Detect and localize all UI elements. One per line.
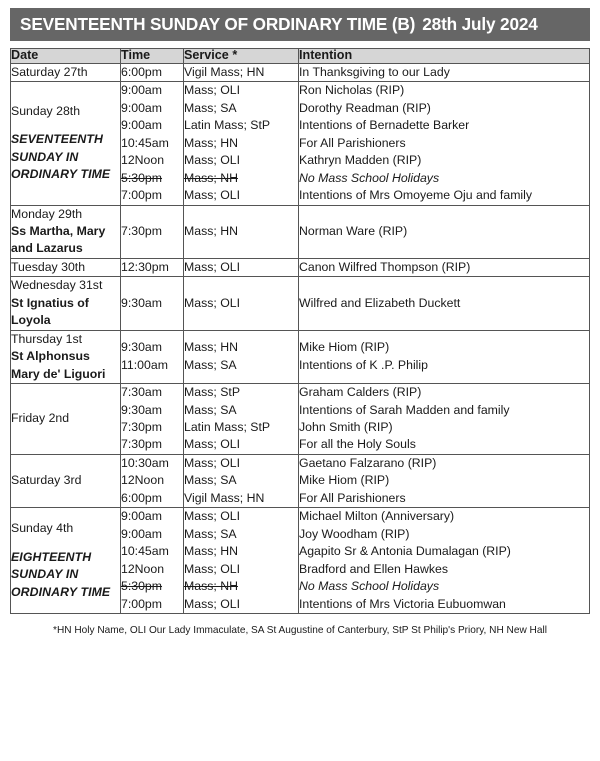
cell-time bbox=[121, 277, 184, 330]
intention-line: Wilfred and Elizabeth Duckett bbox=[299, 295, 461, 310]
date-season: SEVENTEENTH SUNDAY IN ORDINARY TIME bbox=[11, 132, 111, 182]
service-line: Mass; OLI bbox=[184, 437, 241, 452]
service-line: Mass; HN bbox=[184, 544, 238, 559]
service-line: Mass; SA bbox=[184, 357, 237, 372]
time-line: 7:30pm bbox=[121, 419, 163, 434]
time-line: 9:00am bbox=[121, 526, 163, 541]
table-row bbox=[11, 454, 590, 507]
table-row bbox=[11, 63, 590, 81]
intention-line: Intentions of Mrs Omoyeme Oju and family bbox=[299, 188, 533, 203]
date-main: Saturday 27th bbox=[11, 64, 88, 79]
time-line: 5:30pm bbox=[121, 170, 163, 185]
intention-line: Dorothy Readman (RIP) bbox=[299, 100, 431, 115]
intention-line: Norman Ware (RIP) bbox=[299, 223, 408, 238]
intention-line: Canon Wilfred Thompson (RIP) bbox=[299, 259, 471, 274]
table-row bbox=[11, 384, 590, 455]
intention-line: Ron Nicholas (RIP) bbox=[299, 83, 405, 98]
time-line: 9:00am bbox=[121, 100, 163, 115]
banner-date: 28th July 2024 bbox=[422, 14, 538, 34]
date-feast: Ss Martha, Mary and Lazarus bbox=[11, 223, 106, 256]
date-main: Friday 2nd bbox=[11, 411, 70, 426]
cell-time bbox=[121, 205, 184, 258]
date-feast: St Ignatius of Loyola bbox=[11, 295, 89, 328]
table-row bbox=[11, 330, 590, 383]
service-line: Mass; SA bbox=[184, 100, 237, 115]
intention-line: Graham Calders (RIP) bbox=[299, 385, 422, 400]
cell-service bbox=[184, 205, 299, 258]
intention-line: For all the Holy Souls bbox=[299, 437, 416, 452]
time-line: 7:30pm bbox=[121, 437, 163, 452]
intention-line: Intentions of Mrs Victoria Eubuomwan bbox=[299, 596, 506, 611]
time-line: 7:00pm bbox=[121, 188, 163, 203]
intention-line: Kathryn Madden (RIP) bbox=[299, 153, 422, 168]
intention-line: No Mass School Holidays bbox=[299, 579, 440, 594]
service-line: Mass; HN bbox=[184, 223, 238, 238]
service-line: Mass; OLI bbox=[184, 455, 241, 470]
intention-line: Mike Hiom (RIP) bbox=[299, 473, 390, 488]
cell-intention bbox=[299, 384, 590, 455]
cell-time bbox=[121, 384, 184, 455]
time-line: 9:30am bbox=[121, 340, 163, 355]
cell-intention bbox=[299, 277, 590, 330]
column-header-date: Date bbox=[11, 49, 121, 64]
intention-line: In Thanksgiving to our Lady bbox=[299, 64, 450, 79]
time-line: 6:00pm bbox=[121, 64, 163, 79]
cell-time bbox=[121, 82, 184, 205]
cell-date bbox=[11, 384, 121, 455]
time-line: 10:45am bbox=[121, 544, 169, 559]
cell-intention bbox=[299, 330, 590, 383]
time-line: 12Noon bbox=[121, 473, 165, 488]
time-line: 12Noon bbox=[121, 561, 165, 576]
service-line: Mass; HN bbox=[184, 135, 238, 150]
cell-service bbox=[184, 82, 299, 205]
service-line: Mass; OLI bbox=[184, 259, 241, 274]
cell-date bbox=[11, 454, 121, 507]
cell-time bbox=[121, 63, 184, 81]
cell-date bbox=[11, 63, 121, 81]
cell-time bbox=[121, 454, 184, 507]
date-season: EIGHTEENTH SUNDAY IN ORDINARY TIME bbox=[11, 549, 111, 599]
service-line: Mass; OLI bbox=[184, 188, 241, 203]
intention-line: No Mass School Holidays bbox=[299, 170, 440, 185]
table-body bbox=[11, 63, 590, 613]
intention-line: For All Parishioners bbox=[299, 135, 406, 150]
service-line: Mass; OLI bbox=[184, 596, 241, 611]
column-header-time: Time bbox=[121, 49, 184, 64]
table-row bbox=[11, 277, 590, 330]
intention-line: Bradford and Ellen Hawkes bbox=[299, 561, 449, 576]
cell-intention bbox=[299, 258, 590, 276]
cell-service bbox=[184, 277, 299, 330]
cell-date bbox=[11, 277, 121, 330]
table-row bbox=[11, 508, 590, 614]
time-line: 12:30pm bbox=[121, 259, 169, 274]
cell-time bbox=[121, 258, 184, 276]
footnote-abbreviations: *HN Holy Name, OLI Our Lady Immaculate, SA St Augustine of Canterbury, StP St Philip's Priory, NH New Hall bbox=[53, 624, 547, 636]
intention-line: Gaetano Falzarano (RIP) bbox=[299, 455, 437, 470]
cell-service bbox=[184, 384, 299, 455]
time-line: 9:00am bbox=[121, 83, 163, 98]
cell-date bbox=[11, 508, 121, 614]
intention-line: Intentions of Bernadette Barker bbox=[299, 118, 470, 133]
date-main: Sunday 4th bbox=[11, 521, 74, 536]
time-line: 9:00am bbox=[121, 118, 163, 133]
table-header bbox=[11, 49, 590, 64]
service-line: Mass; SA bbox=[184, 473, 237, 488]
time-line: 6:00pm bbox=[121, 490, 163, 505]
date-main: Sunday 28th bbox=[11, 104, 81, 119]
service-line: Mass; OLI bbox=[184, 83, 241, 98]
cell-service bbox=[184, 454, 299, 507]
cell-date bbox=[11, 258, 121, 276]
intention-line: John Smith (RIP) bbox=[299, 419, 393, 434]
service-line: Mass; SA bbox=[184, 402, 237, 417]
service-line: Latin Mass; StP bbox=[184, 419, 271, 434]
date-main: Thursday 1st bbox=[11, 331, 83, 346]
time-line: 5:30pm bbox=[121, 579, 163, 594]
cell-intention bbox=[299, 205, 590, 258]
time-line: 7:00pm bbox=[121, 596, 163, 611]
service-line: Mass; HN bbox=[184, 340, 238, 355]
service-line: Mass; OLI bbox=[184, 509, 241, 524]
mass-schedule-table bbox=[10, 48, 590, 614]
header-row bbox=[11, 49, 590, 64]
banner-title: SEVENTEENTH SUNDAY OF ORDINARY TIME (B) bbox=[20, 14, 416, 34]
cell-intention bbox=[299, 63, 590, 81]
intention-line: For All Parishioners bbox=[299, 490, 406, 505]
service-line: Vigil Mass; HN bbox=[184, 490, 265, 505]
date-feast: St Alphonsus Mary de' Liguori bbox=[11, 349, 106, 381]
cell-intention bbox=[299, 454, 590, 507]
intention-line: Agapito Sr & Antonia Dumalagan (RIP) bbox=[299, 544, 511, 559]
column-header-service: Service * bbox=[184, 49, 299, 64]
service-line: Mass; OLI bbox=[184, 295, 241, 310]
service-line: Mass; OLI bbox=[184, 561, 241, 576]
cell-time bbox=[121, 508, 184, 614]
table-row bbox=[11, 82, 590, 205]
time-line: 10:45am bbox=[121, 135, 169, 150]
cell-intention bbox=[299, 82, 590, 205]
date-main: Saturday 3rd bbox=[11, 473, 82, 488]
service-line: Vigil Mass; HN bbox=[184, 64, 265, 79]
cell-date bbox=[11, 205, 121, 258]
time-line: 10:30am bbox=[121, 455, 169, 470]
service-line: Latin Mass; StP bbox=[184, 118, 271, 133]
time-line: 7:30am bbox=[121, 385, 163, 400]
cell-service bbox=[184, 258, 299, 276]
time-line: 9:30am bbox=[121, 402, 163, 417]
service-line: Mass; SA bbox=[184, 526, 237, 541]
intention-line: Joy Woodham (RIP) bbox=[299, 526, 410, 541]
cell-time bbox=[121, 330, 184, 383]
table-row bbox=[11, 205, 590, 258]
cell-date bbox=[11, 82, 121, 205]
date-main: Tuesday 30th bbox=[11, 259, 86, 274]
time-line: 12Noon bbox=[121, 153, 165, 168]
time-line: 9:30am bbox=[121, 295, 163, 310]
cell-service bbox=[184, 330, 299, 383]
cell-service bbox=[184, 508, 299, 614]
cell-date bbox=[11, 330, 121, 383]
time-line: 11:00am bbox=[121, 357, 168, 372]
service-line: Mass; NH bbox=[184, 579, 238, 594]
intention-line: Intentions of K .P. Philip bbox=[299, 357, 428, 372]
page-title-banner bbox=[10, 8, 590, 41]
time-line: 7:30pm bbox=[121, 223, 163, 238]
table-row bbox=[11, 258, 590, 276]
service-line: Mass; StP bbox=[184, 385, 241, 400]
cell-intention bbox=[299, 508, 590, 614]
time-line: 9:00am bbox=[121, 509, 163, 524]
date-main: Wednesday 31st bbox=[11, 278, 103, 293]
service-line: Mass; OLI bbox=[184, 153, 241, 168]
column-header-intention: Intention bbox=[299, 49, 590, 64]
service-line: Mass; NH bbox=[184, 170, 238, 185]
intention-line: Intentions of Sarah Madden and family bbox=[299, 402, 510, 417]
cell-service bbox=[184, 63, 299, 81]
intention-line: Michael Milton (Anniversary) bbox=[299, 509, 455, 524]
date-main: Monday 29th bbox=[11, 206, 83, 221]
intention-line: Mike Hiom (RIP) bbox=[299, 340, 390, 355]
